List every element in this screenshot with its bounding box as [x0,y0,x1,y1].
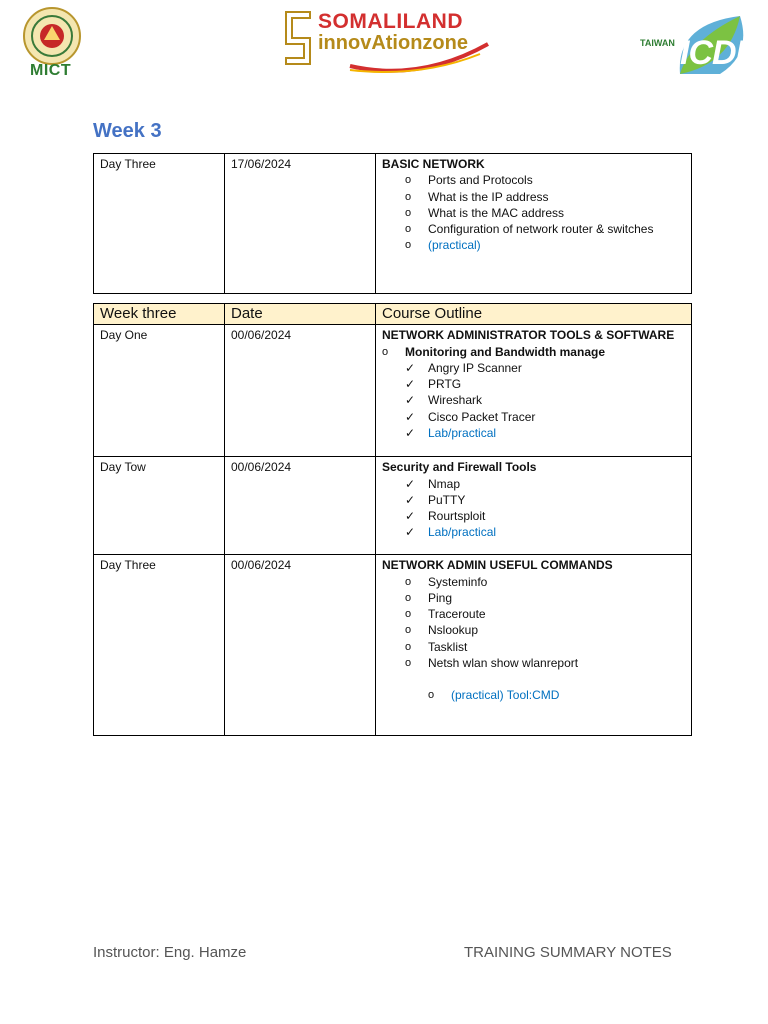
checkmark-icon: ✓ [405,509,416,524]
circle-bullet-icon: o [405,239,412,252]
circle-bullet-icon: o [405,206,412,219]
checkmark-icon: ✓ [405,377,416,392]
list-item: o Tasklist [405,639,468,654]
circle-bullet-icon: o [405,624,412,637]
circle-bullet-icon: o [405,174,412,187]
outline-list [382,476,685,541]
date-cell: 00/06/2024 [225,457,376,555]
circle-bullet-icon: o [405,575,412,588]
mict-logo-text: MICT [30,62,72,79]
list-item: o Ping [405,590,453,605]
checkmark-icon: ✓ [405,409,416,424]
innovation-zone-logo [280,8,495,78]
week-heading: Week 3 [93,120,162,142]
header-week: Week three [94,304,225,325]
circle-bullet-icon: o [405,190,412,203]
outline-title: NETWORK ADMIN USEFUL COMMANDS [382,558,613,573]
table-row [94,457,692,555]
list-item: o (practical) [405,238,481,253]
practical-list [382,687,685,703]
list-item: ✓ PRTG [405,377,462,392]
list-item: o Monitoring and Bandwidth manage [382,344,605,359]
innovation-zone-title: SOMALILAND [318,10,463,33]
outline-list [382,360,685,441]
list-item: ✓ Lab/practical [405,426,497,441]
mict-seal-icon [22,6,82,66]
checkmark-icon: ✓ [405,476,416,491]
list-item: ✓ Wireshark [405,393,483,408]
header-outline: Course Outline [376,304,692,325]
date-cell: 17/06/2024 [225,154,376,294]
outline-title: BASIC NETWORK [382,157,485,171]
icdf-label: ICDF [680,34,756,72]
day-cell: Day One [94,325,225,457]
table-row [94,154,692,294]
outline-cell [376,457,692,555]
circle-bullet-icon: o [428,689,435,702]
list-item: o (practical) Tool:CMD [428,688,560,703]
outline-cell [376,154,692,294]
circle-bullet-icon: o [405,657,412,670]
icdf-taiwan-label: TAIWAN [640,38,675,48]
table-row [94,325,692,457]
list-item: o Systeminfo [405,574,488,589]
circle-bullet-icon: o [405,223,412,236]
day-cell: Day Three [94,154,225,294]
circle-bullet-icon: o [382,345,389,358]
circle-bullet-icon: o [405,640,412,653]
outline-title: NETWORK ADMINISTRATOR TOOLS & SOFTWARE [382,328,675,343]
list-item: o Nslookup [405,623,479,638]
icdf-logo [640,14,756,76]
date-cell: 00/06/2024 [225,555,376,736]
circle-bullet-icon: o [405,591,412,604]
week3-day3-table [93,153,692,294]
list-item: ✓ Cisco Packet Tracer [405,409,536,424]
list-item: o Configuration of network router & switches [405,222,654,237]
list-item: o What is the MAC address [405,205,565,220]
checkmark-icon: ✓ [405,393,416,408]
list-item: ✓ Rourtsploit [405,509,486,524]
checkmark-icon: ✓ [405,360,416,375]
checkmark-icon: ✓ [405,426,416,441]
list-item: ✓ Angry IP Scanner [405,360,522,375]
footer-title: TRAINING SUMMARY NOTES [464,944,672,961]
list-item: o Ports and Protocols [405,173,533,188]
outline-title: Security and Firewall Tools [382,460,537,475]
list-item: ✓ PuTTY [405,492,466,507]
list-item: o Traceroute [405,607,486,622]
list-item: o Netsh wlan show wlanreport [405,656,579,671]
footer-instructor: Instructor: Eng. Hamze [93,944,247,961]
outline-sublist [382,344,685,360]
checkmark-icon: ✓ [405,492,416,507]
header-date: Date [225,304,376,325]
day-cell: Day Tow [94,457,225,555]
outline-cell [376,325,692,457]
outline-list [382,172,685,253]
day-cell: Day Three [94,555,225,736]
table-row [94,555,692,736]
outline-list [382,574,685,672]
innovation-zone-subtitle: innovAtionzone [318,32,468,54]
circle-bullet-icon: o [405,608,412,621]
list-item: ✓ Nmap [405,476,461,491]
list-item: ✓ Lab/practical [405,525,497,540]
checkmark-icon: ✓ [405,525,416,540]
list-item: o What is the IP address [405,189,549,204]
date-cell: 00/06/2024 [225,325,376,457]
outline-cell [376,555,692,736]
week3-course-table [93,303,692,736]
table-header-row [94,304,692,325]
